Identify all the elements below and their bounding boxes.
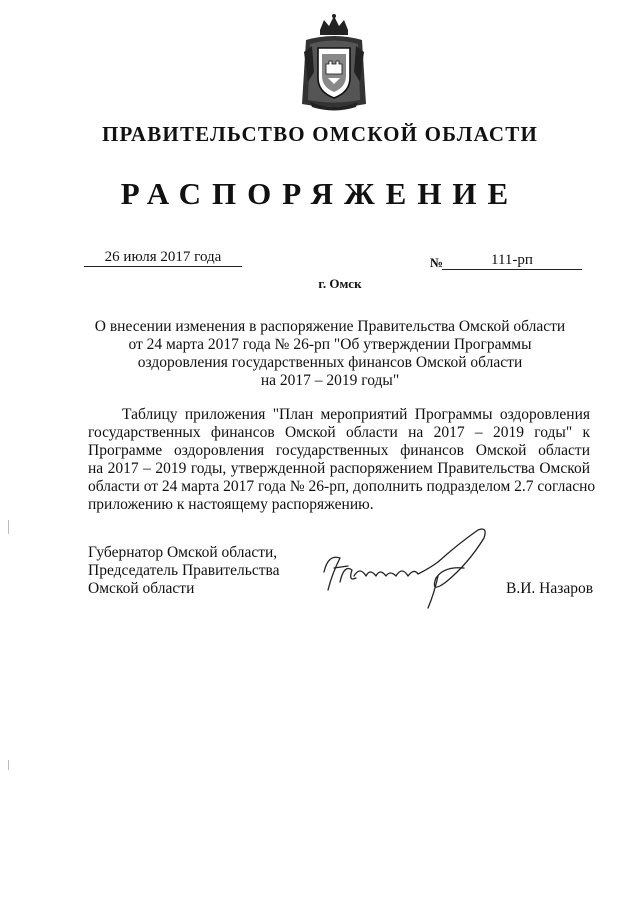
signer-position <box>88 544 280 598</box>
government-title: ПРАВИТЕЛЬСТВО ОМСКОЙ ОБЛАСТИ <box>101 122 538 146</box>
signer-position-line: Председатель Правительства <box>88 562 280 579</box>
document-date: 26 июля 2017 года <box>84 249 242 267</box>
document-city: г. Омск <box>318 276 362 291</box>
body-line: государственных финансов Омской области на 2017 – 2019 годы" к <box>88 424 590 441</box>
subject-line: от 24 марта 2017 года № 26-рп "Об утверждении Программы <box>128 336 532 353</box>
body-line: Программе оздоровления государственных финансов Омской области <box>88 442 590 459</box>
signer-position-line: Губернатор Омской области, <box>88 544 278 561</box>
number-label: № <box>430 255 444 270</box>
body-line: на 2017 – 2019 годы, утвержденной распоряжением Правительства Омской <box>88 460 590 477</box>
scan-edge-mark <box>8 520 9 534</box>
body-line: Таблицу приложения "План мероприятий Программы оздоровления <box>122 406 590 423</box>
signer-position-line: Омской области <box>88 580 195 597</box>
subject-line: на 2017 – 2019 годы" <box>260 372 400 389</box>
signer-name: В.И. Назаров <box>506 580 594 597</box>
document-body <box>88 406 596 514</box>
document-subject <box>90 318 570 390</box>
document-number: 111-рп <box>442 252 582 270</box>
document-type: РАСПОРЯЖЕНИЕ <box>120 176 520 211</box>
subject-line: оздоровления государственных финансов Омской области <box>137 354 523 371</box>
scan-edge-mark <box>8 760 9 770</box>
body-line: области от 24 марта 2017 года № 26-рп, дополнить подразделом 2.7 согласно <box>88 478 596 495</box>
body-line: приложению к настоящему распоряжению. <box>88 496 374 513</box>
coat-of-arms-icon <box>296 12 372 112</box>
subject-line: О внесении изменения в распоряжение Правительства Омской области <box>94 318 566 335</box>
signature-icon <box>318 524 498 614</box>
